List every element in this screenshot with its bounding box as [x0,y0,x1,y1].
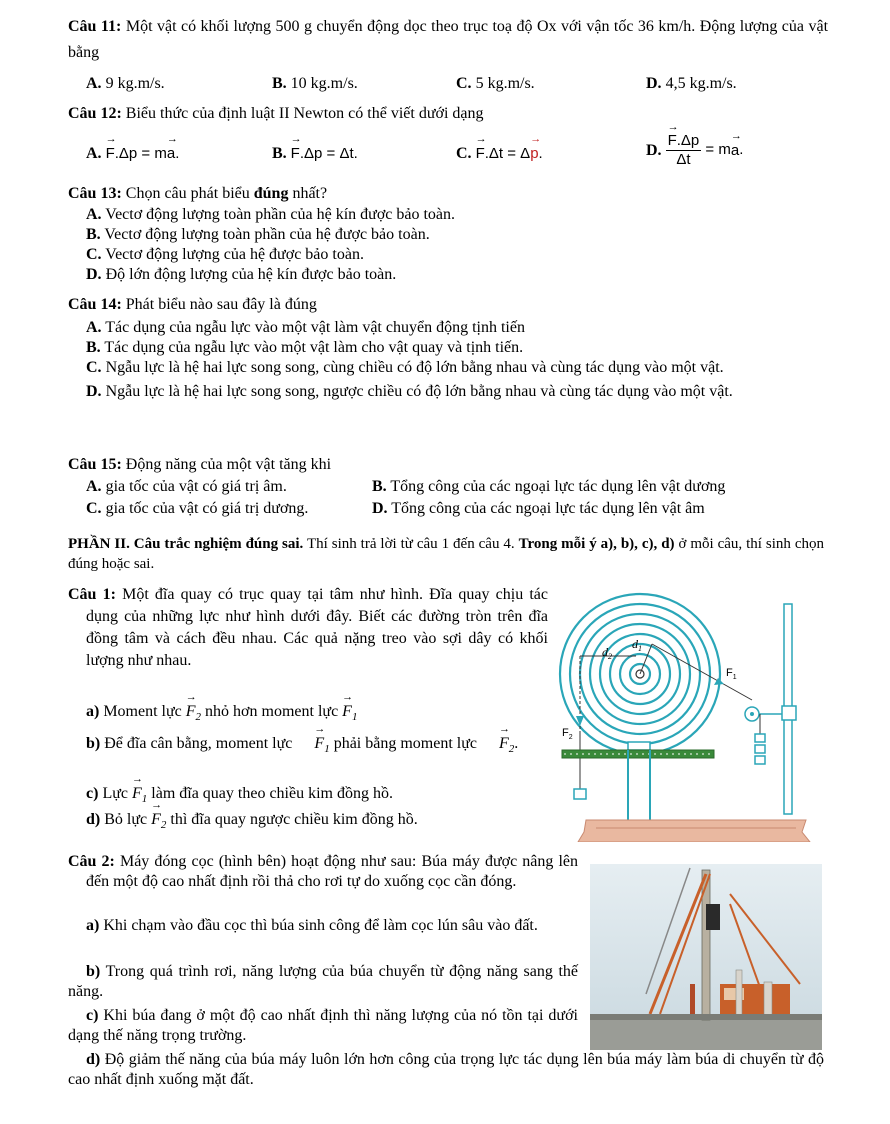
option-b: B. 10 kg.m/s. [272,75,358,92]
p1-question [68,584,548,672]
pulley-axle [750,712,754,716]
weight-right-1 [755,734,765,742]
concrete-pile-2 [764,982,772,1018]
p2-item-a: a) Khi chạm vào đầu cọc thì búa sinh công để làm cọc lún sâu vào đất. [86,917,538,934]
question-13: Câu 13: Chọn câu phát biểu đúng nhất? [68,185,328,202]
p2-item-b: b) Trong quá trình rơi, năng lượng của búa chuyển từ động năng sang thế năng. [68,963,579,1000]
option-d: D. Tổng công của các ngoại lực tác dụng lên vật âm [372,500,705,517]
option-c: C. → F.Δt = Δ→ p. [456,144,543,164]
option-d: D. Ngẫu lực là hệ hai lực song song, ngược chiều có độ lớn bằng nhau và cùng tác dụng vào một vật. [86,383,733,400]
option-c: C. Ngẫu lực là hệ hai lực song song, cùng chiều có độ lớn bằng nhau và cùng tác dụng vào một vật. [86,359,724,376]
axle-mount [628,742,650,750]
question-label: Câu 11: [68,18,122,35]
p2-item-c: c) Khi búa đang ở một độ cao nhất định thì năng lượng của nó tồn tại dưới dạng thế năng trọng trường. [68,1007,579,1044]
p2-question [68,852,578,892]
question-label: Câu 13: [68,185,122,202]
wooden-base [578,820,810,842]
question-label: Câu 1: [68,586,116,603]
question-label: Câu 14: [68,296,122,313]
option-b: B. Tác dụng của ngẫu lực vào một vật làm cho vật quay và tịnh tiến. [86,339,524,356]
q14-options [68,318,824,402]
d1-label: $d_1$ [632,637,642,653]
pile-driver-photo [590,864,822,1050]
option-b: B. → F.Δp = Δt. [272,144,358,164]
q13-options [86,205,826,285]
question-15 [68,455,828,475]
section-title: PHẦN II. Câu trắc nghiệm đúng sai. [68,536,304,552]
option-a: A. Vectơ động lượng toàn phần của hệ kín được bảo toàn. [86,206,456,223]
f1-label: $F_1$ [726,667,737,681]
string-f1 [652,644,752,700]
concrete-pile-3 [690,984,695,1018]
p1-item-d: d) Bỏ lực → $F_2$ thì đĩa quay ngược chiều kim đồng hồ. [86,810,556,830]
option-b: B. Tổng công của các ngoại lực tác dụng lên vật dương [372,478,726,495]
weight-right-2 [755,745,765,753]
question-label: Câu 15: [68,456,122,473]
option-a: A. gia tốc của vật có giá trị âm. [86,478,287,495]
option-a: A. → F.Δp = m→ a. [86,144,179,164]
pulley-clamp [782,706,796,720]
disk-figure [556,584,816,842]
question-text: Một vật có khối lượng 500 g chuyển động dọc theo trục toạ độ Ox với vận tốc 36 km/h. Động lượng của vật bằng [68,18,829,61]
option-d: D. → $\frac{F.\Delta p}{\Delta t}$ = m→ a. [646,132,743,169]
weight-right-3 [755,756,765,764]
question-text: Biểu thức của định luật II Newton có thể viết dưới dạng [125,105,484,122]
option-d: D. 4,5 kg.m/s. [646,75,737,92]
part-2-heading: PHẦN II. Câu trắc nghiệm đúng sai. Thí sinh trả lời từ câu 1 đến câu 4. Trong mỗi ý a), b), c), d) ở mỗi câu, thí sinh chọn đúng hoặc sai. [68,536,824,572]
p2-item-d: d) Độ giảm thế năng của búa máy luôn lớn hơn công của trọng lực tác dụng lên búa máy làm búa di chuyển từ độ cao nhất định xuống mặt đất. [68,1051,825,1088]
question-14 [68,295,828,315]
weight-left [574,789,586,799]
option-b: B. Vectơ động lượng toàn phần của hệ được bảo toàn. [86,226,430,243]
option-a: A. Tác dụng của ngẫu lực vào một vật làm vật chuyển động tịnh tiến [86,319,525,336]
option-c: C. 5 kg.m/s. [456,75,535,92]
photo-horizon [590,1014,822,1020]
p1-item-b: b) Để đĩa cân bằng, moment lực → $F_1$ phải bằng moment lực → $F_2$. [68,734,540,754]
p1-item-a: a) Moment lực → $F_2$ nhỏ hơn moment lực → $F_1$ [86,702,556,722]
p1-item-c: c) Lực → $F_1$ làm đĩa quay theo chiều kim đồng hồ. [86,784,556,804]
question-text: Máy đóng cọc (hình bên) hoạt động như sau: Búa máy được nâng lên đến một độ cao nhất định rồi thả cho rơi tự do xuống cọc cần đóng. [86,853,579,890]
question-12 [68,104,828,124]
q12-options [86,132,826,180]
option-a: A. 9 kg.m/s. [86,75,165,92]
hammer [706,904,720,930]
option-c: C. Vectơ động lượng của hệ được bảo toàn. [86,246,364,263]
question-text: Một đĩa quay có trục quay tại tâm như hình. Đĩa quay chịu tác dụng của những lực như hình dưới đây. Biết các đường tròn trên đĩa đồng tâm và cách đều nhau. Các quả nặng treo vào sợi dây có khối lượng như nhau. [86,586,548,669]
q11-options [86,74,826,96]
option-d: D. Độ lớn động lượng của hệ kín được bảo toàn. [86,266,397,283]
question-text: Động năng của một vật tăng khi [125,456,332,473]
f2-label: $F_2$ [562,727,573,741]
concrete-pile-1 [736,970,742,1016]
option-c: C. gia tốc của vật có giá trị dương. [86,500,309,517]
d2-label: $d_2$ [602,645,612,661]
question-label: Câu 2: [68,853,115,870]
question-11 [68,14,828,66]
question-text: Phát biểu nào sau đây là đúng [125,296,317,313]
q15-options [86,477,826,521]
question-label: Câu 12: [68,105,122,122]
